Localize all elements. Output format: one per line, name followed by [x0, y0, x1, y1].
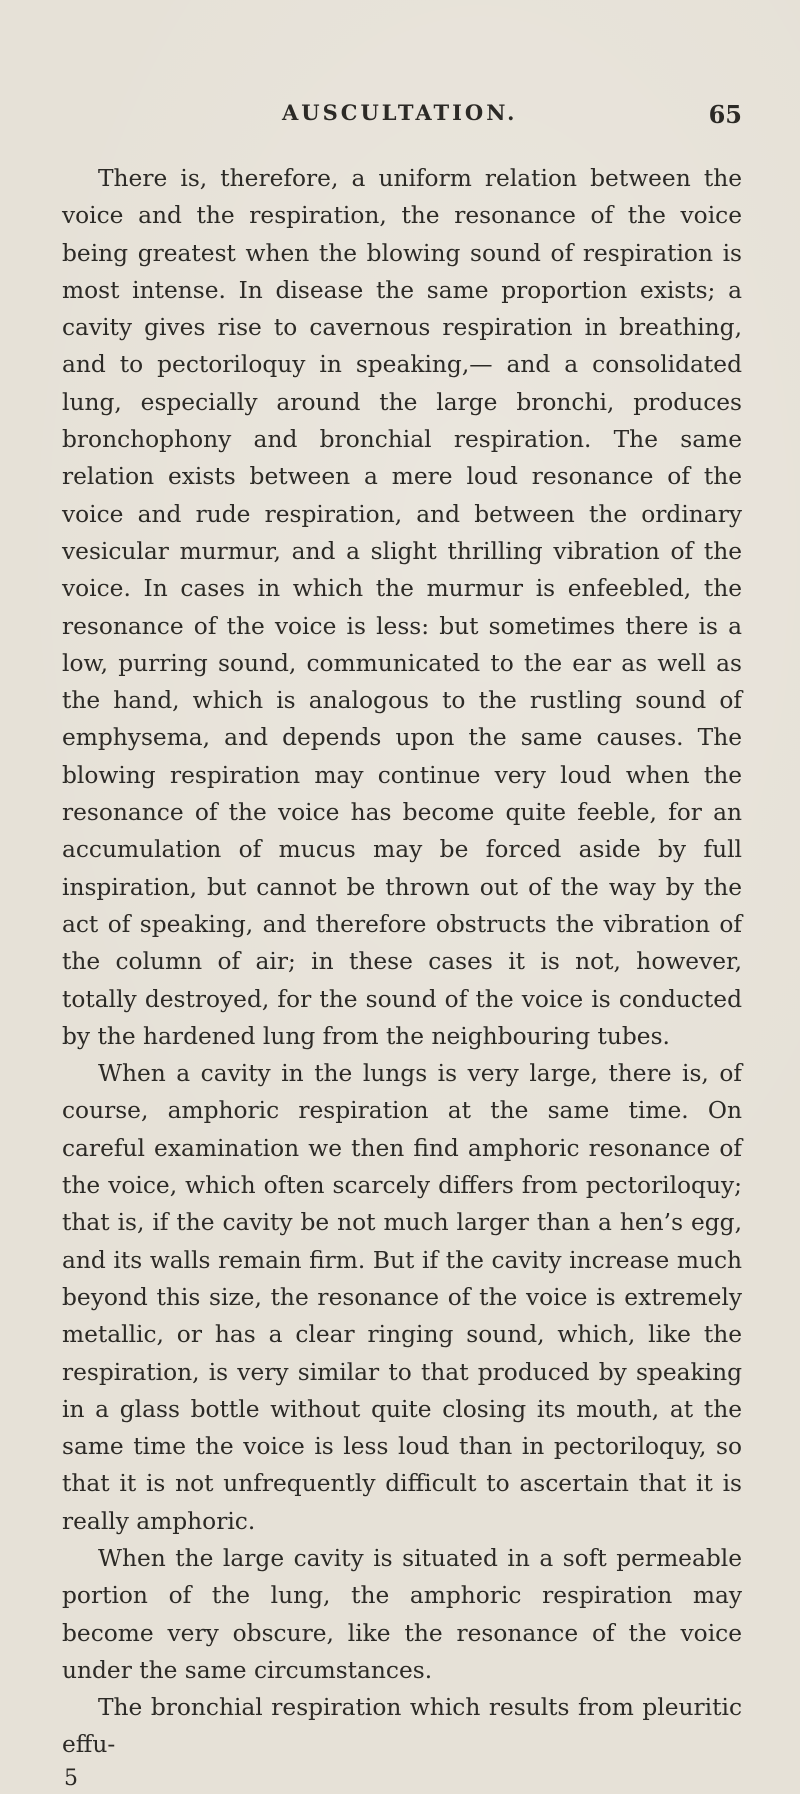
paragraph-soft-permeable-portion: When the large cavity is situated in a soft permeable portion of the lung, the amphoric respiration may become very obscure, like the resonance of the voice under the same circumstances. [62, 1544, 742, 1684]
paragraph-amphoric-respiration: When a cavity in the lungs is very large, there is, of course, amphoric respiration at the same time. On careful examination we then find amphoric resonance of the voice, which often scarcely differs from pectoriloquy; that is, if the cavity be not much larger than a hen’s egg, and its walls remain firm. But if the cavity increase much beyond this size, the resonance of the voice is extremely metallic, or has a clear ringing sound, which, like the respiration, is very similar to that produced by speaking in a glass bottle without quite closing its mouth, at the same time the voice is less loud than in pectoriloquy, so that it is not unfrequently difficult to ascertain that it is really amphoric. [62, 1060, 742, 1535]
paragraph-bronchial-respiration: The bronchial respiration which results from pleuritic effu- [62, 1694, 742, 1759]
paragraph-voice-respiration-relation: There is, therefore, a uniform relation between the voice and the respiration, the resonance of the voice being greatest when the blowing sound of respiration is most intense. In disease the same proportion exists; a cavity gives rise to cavernous respiration in breathing, and to pectoriloquy in speaking,— and a consolidated lung, especially around the large bronchi, produces bronchophony and bronchial respiration. The same relation exists between a mere loud resonance of the voice and rude respiration, and between the ordinary vesicular murmur, and a slight thrilling vibration of the voice. In cases in which the murmur is enfeebled, the resonance of the voice is less: but sometimes there is a low, purring sound, communicated to the ear as well as the hand, which is analogous to the rustling sound of emphysema, and depends upon the same causes. The blowing respiration may continue very loud when the resonance of the voice has become quite feeble, for an accumulation of mucus may be forced aside by full inspiration, but cannot be thrown out of the way by the act of speaking, and therefore obstructs the vibration of the column of air; in these cases it is not, however, totally destroyed, for the sound of the voice is conducted by the hardened lung from the neighbouring tubes. [62, 165, 742, 1050]
page-number: 65 [708, 100, 742, 129]
running-title: AUSCULTATION. [282, 100, 518, 125]
body-text [62, 160, 742, 1764]
page-header [62, 100, 742, 140]
signature-mark: 5 [64, 1765, 78, 1791]
